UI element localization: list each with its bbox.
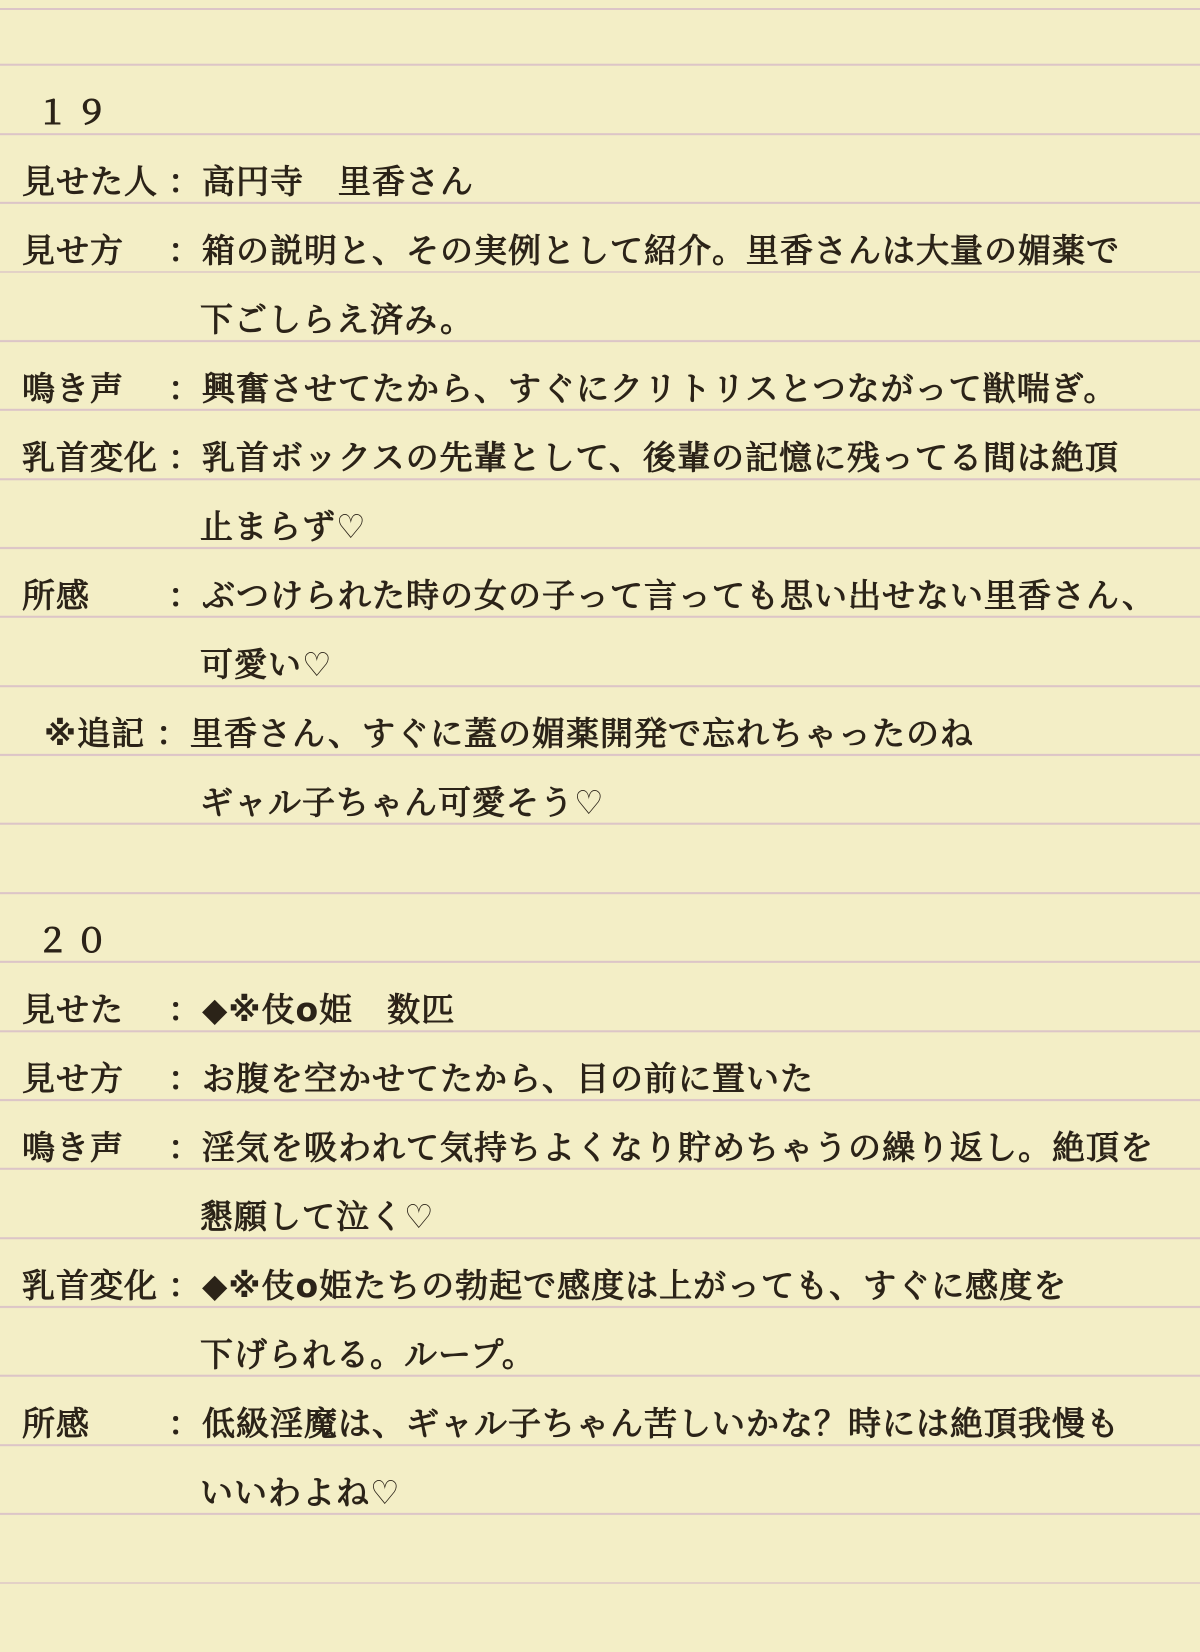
field-text: 下ごしらえ済み。	[200, 299, 474, 339]
field-label: 乳首変化	[22, 437, 158, 477]
entry-row	[0, 982, 1200, 1028]
entry-row	[0, 1120, 1200, 1166]
entry-continuation	[0, 775, 1200, 821]
entry-row	[0, 223, 1200, 269]
entry-continuation	[0, 637, 1200, 683]
field-text: ぶつけられた時の女の子って言っても思い出せない里香さん、	[202, 575, 1156, 615]
field-text: 低級淫魔は、ギャル子ちゃん苦しいかな？時には絶頂我慢も	[202, 1403, 1120, 1443]
section-number-text: １９	[36, 92, 114, 132]
entry-row	[0, 361, 1200, 407]
field-text: ◆※伎o姫たちの勃起で感度は上がっても、すぐに感度を	[202, 1265, 1068, 1305]
entry-continuation	[0, 1189, 1200, 1235]
label-separator: ：	[168, 1403, 202, 1443]
label-separator: ：	[156, 713, 190, 753]
label-separator: ：	[168, 1127, 202, 1167]
entry-row	[0, 1051, 1200, 1097]
field-label: 見せ方	[22, 230, 124, 270]
field-text: 里香さん、すぐに蓋の媚薬開発で忘れちゃったのね	[190, 713, 974, 753]
field-text: お腹を空かせてたから、目の前に置いた	[202, 1058, 814, 1098]
field-label: 所感	[22, 1403, 90, 1443]
label-separator: ：	[168, 575, 202, 615]
section-number	[0, 85, 1200, 131]
section-number	[0, 913, 1200, 959]
field-label: 見せ方	[22, 1058, 124, 1098]
field-text: 高円寺 里香さん	[202, 161, 474, 201]
field-label: 所感	[22, 575, 90, 615]
field-label: 見せた人	[22, 161, 158, 201]
field-text: ◆※伎o姫 数匹	[202, 989, 456, 1029]
section-number-text: ２０	[36, 920, 114, 960]
label-separator: ：	[168, 1265, 202, 1305]
field-text: ギャル子ちゃん可愛そう♡	[200, 782, 605, 822]
field-label: 鳴き声	[22, 1127, 124, 1167]
field-text: いいわよね♡	[200, 1472, 401, 1512]
entry-continuation	[0, 1465, 1200, 1511]
field-text: 興奮させてたから、すぐにクリトリスとつながって獣喘ぎ。	[202, 368, 1118, 408]
entry-row	[0, 1258, 1200, 1304]
label-separator: ：	[168, 368, 202, 408]
field-text: 可愛い♡	[200, 644, 333, 684]
field-text: 懇願して泣く♡	[200, 1196, 435, 1236]
label-separator: ：	[168, 1058, 202, 1098]
field-text: 止まらず♡	[200, 506, 367, 546]
label-separator: ：	[168, 437, 202, 477]
entry-row	[0, 1396, 1200, 1442]
label-separator: ：	[168, 989, 202, 1029]
entry-continuation	[0, 292, 1200, 338]
field-text: 下げられる。ループ。	[200, 1334, 536, 1374]
entry-continuation	[0, 1327, 1200, 1373]
label-separator: ：	[168, 230, 202, 270]
field-label: 乳首変化	[22, 1265, 158, 1305]
entry-continuation	[0, 499, 1200, 545]
field-label: 見せた	[22, 989, 124, 1029]
field-label: 鳴き声	[22, 368, 124, 408]
field-text: 淫気を吸われて気持ちよくなり貯めちゃうの繰り返し。絶頂を	[202, 1127, 1154, 1167]
rule-line	[0, 8, 1200, 10]
entry-row	[0, 154, 1200, 200]
postscript-row	[0, 706, 1200, 752]
entry-row	[0, 430, 1200, 476]
label-separator: ：	[168, 161, 202, 201]
field-text: 乳首ボックスの先輩として、後輩の記憶に残ってる間は絶頂	[202, 437, 1120, 477]
field-text: 箱の説明と、その実例として紹介。里香さんは大量の媚薬で	[202, 230, 1120, 270]
entry-row	[0, 568, 1200, 614]
field-label: ※追記	[44, 713, 146, 753]
